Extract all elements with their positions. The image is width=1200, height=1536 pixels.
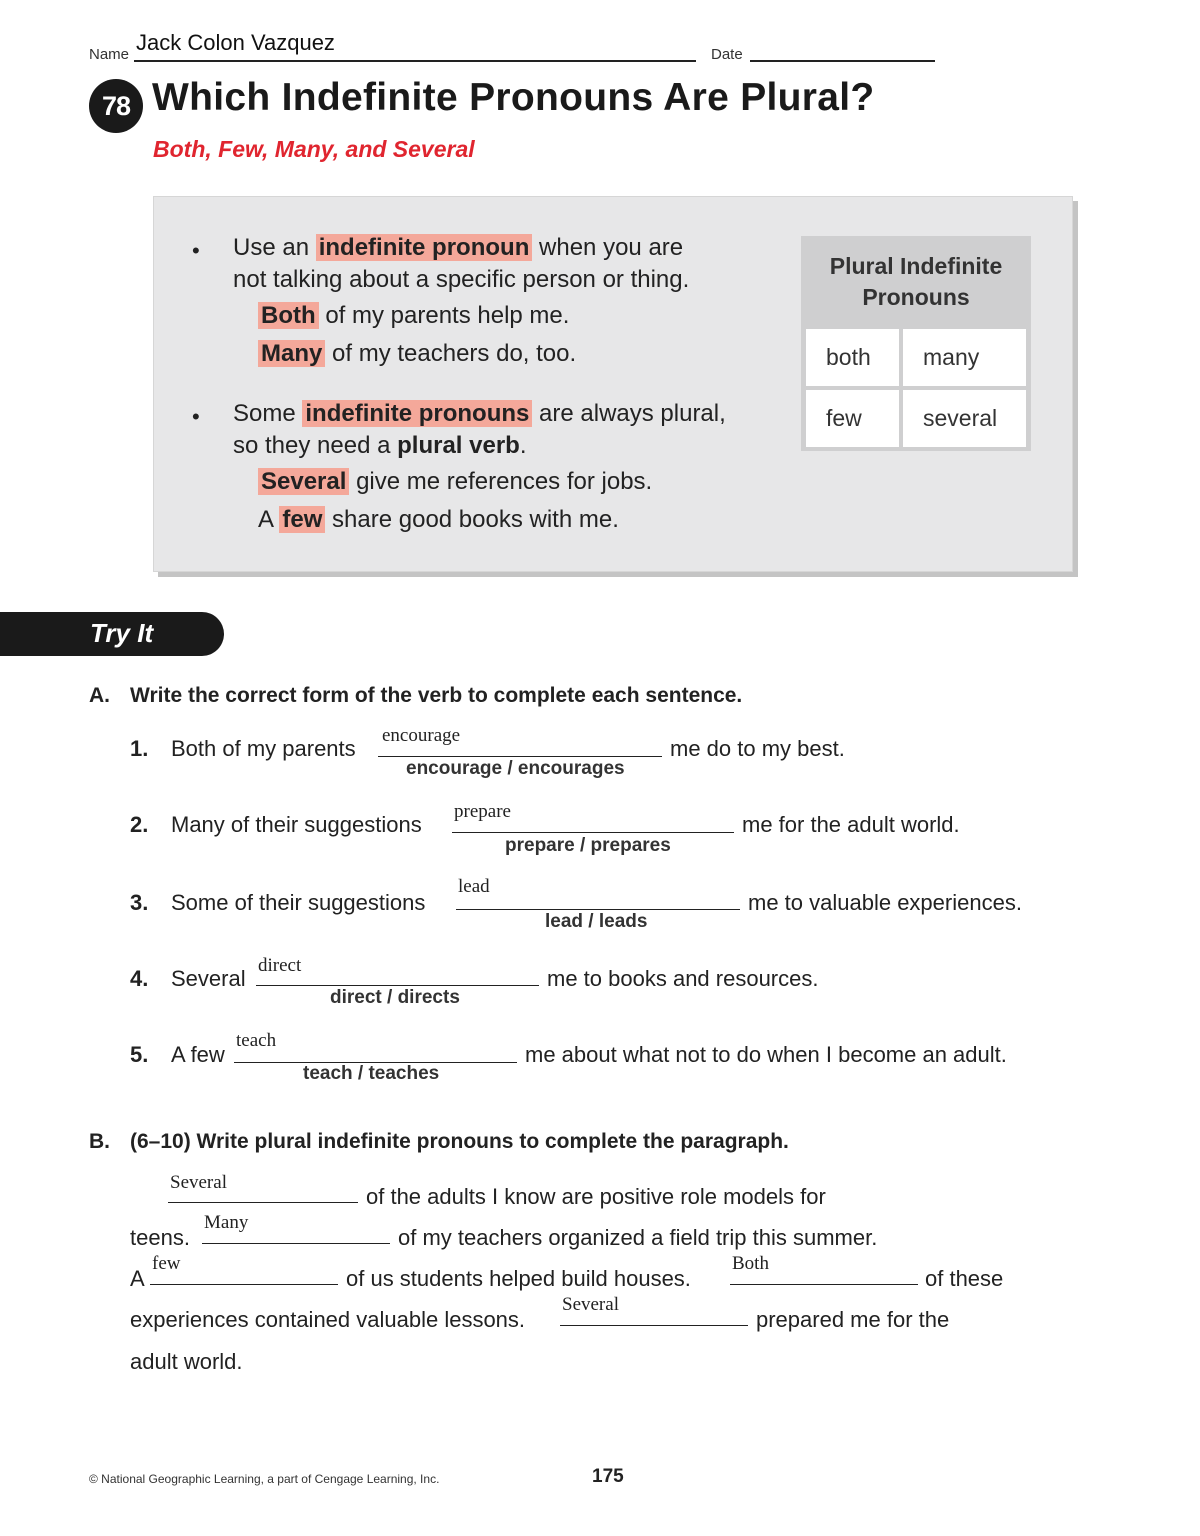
- paragraph-answer[interactable]: Both: [732, 1253, 769, 1274]
- highlight-indefinite-pronoun: indefinite pronoun: [316, 234, 533, 261]
- rule-1-line-1: Use an indefinite pronoun when you are: [233, 234, 684, 261]
- section-a-instruction: Write the correct form of the verb to complete each sentence.: [130, 684, 743, 707]
- answer-line: [168, 1202, 358, 1203]
- date-label: Date: [711, 46, 743, 63]
- item-answer[interactable]: prepare: [454, 801, 511, 822]
- item-text-before: A few: [171, 1042, 225, 1067]
- rule-2-line-1: Some indefinite pronouns are always plural,: [233, 400, 726, 427]
- page-title: Which Indefinite Pronouns Are Plural?: [152, 76, 875, 119]
- section-b-instruction: (6–10) Write plural indefinite pronouns to complete the paragraph.: [130, 1130, 789, 1153]
- rule-1-line-2: not talking about a specific person or thing.: [233, 266, 690, 293]
- item-number: 3.: [130, 890, 149, 915]
- item-number: 5.: [130, 1042, 149, 1067]
- paragraph-answer[interactable]: few: [152, 1253, 181, 1274]
- table-heading: Plural Indefinite Pronouns: [829, 253, 1003, 310]
- item-number: 4.: [130, 966, 149, 991]
- name-underline: [134, 60, 696, 62]
- item-text-before: Many of their suggestions: [171, 812, 422, 837]
- bullet-icon: •: [192, 404, 200, 429]
- paragraph-text: of these: [925, 1266, 1004, 1291]
- verb-choice: direct / directs: [330, 987, 460, 1008]
- item-number: 1.: [130, 736, 149, 761]
- name-label: Name: [89, 46, 130, 63]
- table-cell: several: [903, 390, 1026, 447]
- paragraph-text: teens.: [130, 1225, 190, 1250]
- try-it-label: Try It: [90, 618, 154, 648]
- answer-line: [150, 1284, 338, 1285]
- lesson-number-badge: 78: [89, 79, 143, 133]
- date-underline: [750, 60, 935, 62]
- paragraph-text: A: [130, 1266, 145, 1291]
- paragraph-text: of my teachers organized a field trip this summer.: [398, 1225, 878, 1250]
- item-answer[interactable]: lead: [458, 876, 490, 897]
- item-answer[interactable]: encourage: [382, 725, 461, 746]
- answer-line: [730, 1284, 918, 1285]
- bullet-icon: •: [192, 238, 200, 263]
- answer-line: [256, 985, 539, 986]
- name-field[interactable]: Jack Colon Vazquez: [136, 30, 335, 55]
- verb-choice: lead / leads: [545, 911, 648, 932]
- example-2: Many of my teachers do, too.: [258, 340, 576, 368]
- table-cell: few: [806, 390, 899, 447]
- copyright-notice: © National Geographic Learning, a part of Cengage Learning, Inc.: [89, 1472, 440, 1486]
- item-text-after: me for the adult world.: [742, 812, 960, 837]
- item-text-after: me do to my best.: [670, 736, 845, 761]
- highlight-indefinite-pronouns: indefinite pronouns: [302, 400, 532, 427]
- paragraph-text: of us students helped build houses.: [346, 1266, 691, 1291]
- item-text-before: Several: [171, 966, 246, 991]
- table-cell: both: [806, 329, 899, 386]
- paragraph-text: experiences contained valuable lessons.: [130, 1307, 526, 1332]
- verb-choice: encourage / encourages: [406, 758, 625, 779]
- answer-line: [456, 909, 740, 910]
- item-number: 2.: [130, 812, 149, 837]
- item-text-after: me about what not to do when I become an adult.: [525, 1042, 1007, 1067]
- item-answer[interactable]: direct: [258, 955, 302, 976]
- page-subtitle: Both, Few, Many, and Several: [153, 136, 475, 162]
- answer-line: [560, 1325, 748, 1326]
- paragraph-answer[interactable]: Many: [204, 1212, 249, 1233]
- paragraph-text: adult world.: [130, 1349, 243, 1374]
- plural-pronouns-table: [801, 236, 1031, 451]
- example-3: Several give me references for jobs.: [258, 468, 652, 496]
- item-text-after: me to books and resources.: [547, 966, 819, 991]
- table-cell: many: [903, 329, 1026, 386]
- section-b-letter: B.: [89, 1130, 110, 1153]
- paragraph-text: prepared me for the: [756, 1307, 950, 1332]
- page-number: 175: [592, 1466, 624, 1487]
- rule-2-line-2: so they need a plural verb.: [233, 432, 527, 459]
- item-text-before: Both of my parents: [171, 736, 356, 761]
- example-1: Both of my parents help me.: [258, 302, 569, 330]
- paragraph-text: of the adults I know are positive role models for: [366, 1184, 826, 1209]
- paragraph-answer[interactable]: Several: [562, 1294, 619, 1315]
- answer-line: [202, 1243, 390, 1244]
- answer-line: [378, 756, 662, 757]
- example-4: A few share good books with me.: [258, 506, 619, 533]
- verb-choice: prepare / prepares: [505, 835, 671, 856]
- item-text-after: me to valuable experiences.: [748, 890, 1022, 915]
- answer-line: [452, 832, 734, 833]
- verb-choice: teach / teaches: [303, 1063, 440, 1084]
- paragraph-answer[interactable]: Several: [170, 1172, 227, 1193]
- item-answer[interactable]: teach: [236, 1030, 277, 1051]
- item-text-before: Some of their suggestions: [171, 890, 426, 915]
- section-a-letter: A.: [89, 684, 110, 707]
